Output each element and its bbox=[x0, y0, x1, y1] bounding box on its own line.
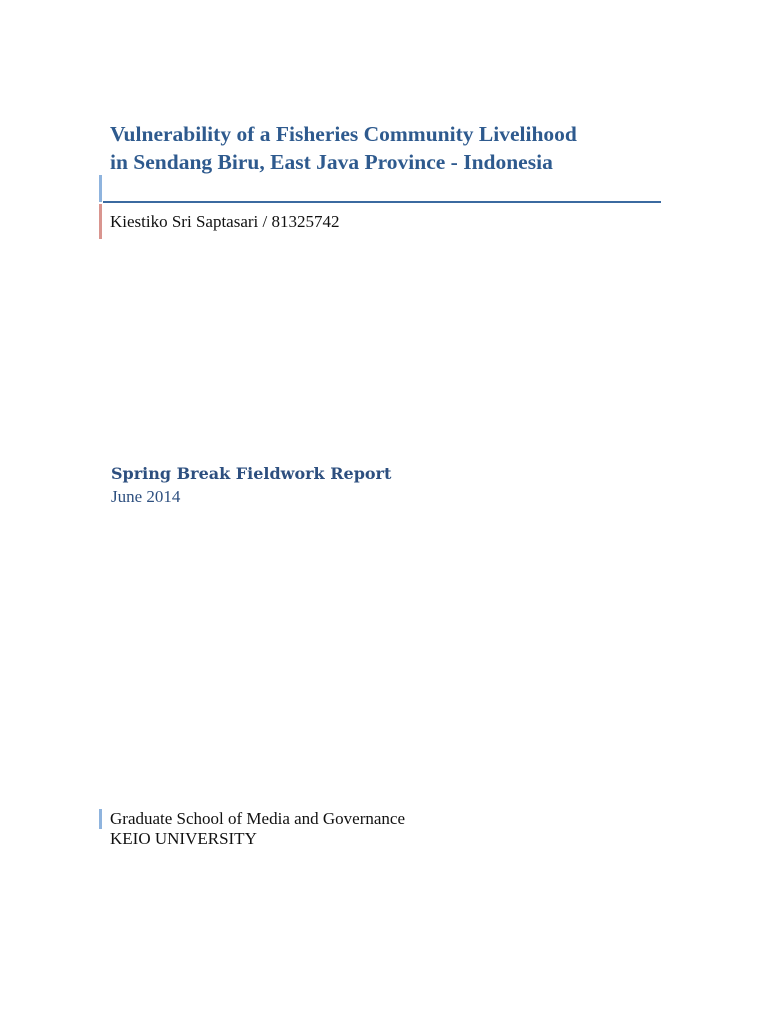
title-divider-rule bbox=[103, 201, 661, 203]
school-name: Graduate School of Media and Governance bbox=[110, 809, 406, 828]
report-title-line-2: in Sendang Biru, East Java Province - Indonesia bbox=[110, 150, 553, 174]
report-type: Spring Break Fieldwork Report bbox=[111, 464, 392, 483]
report-date: June 2014 bbox=[111, 487, 181, 506]
report-title-line-1: Vulnerability of a Fisheries Community Livelihood bbox=[110, 122, 577, 146]
institution-accent-bar bbox=[99, 809, 102, 829]
author-line: Kiestiko Sri Saptasari / 81325742 bbox=[110, 212, 340, 231]
title-accent-bar bbox=[99, 175, 102, 202]
report-title bbox=[110, 120, 670, 176]
author-accent-bar bbox=[99, 204, 102, 239]
university-name: KEIO UNIVERSITY bbox=[110, 829, 257, 848]
